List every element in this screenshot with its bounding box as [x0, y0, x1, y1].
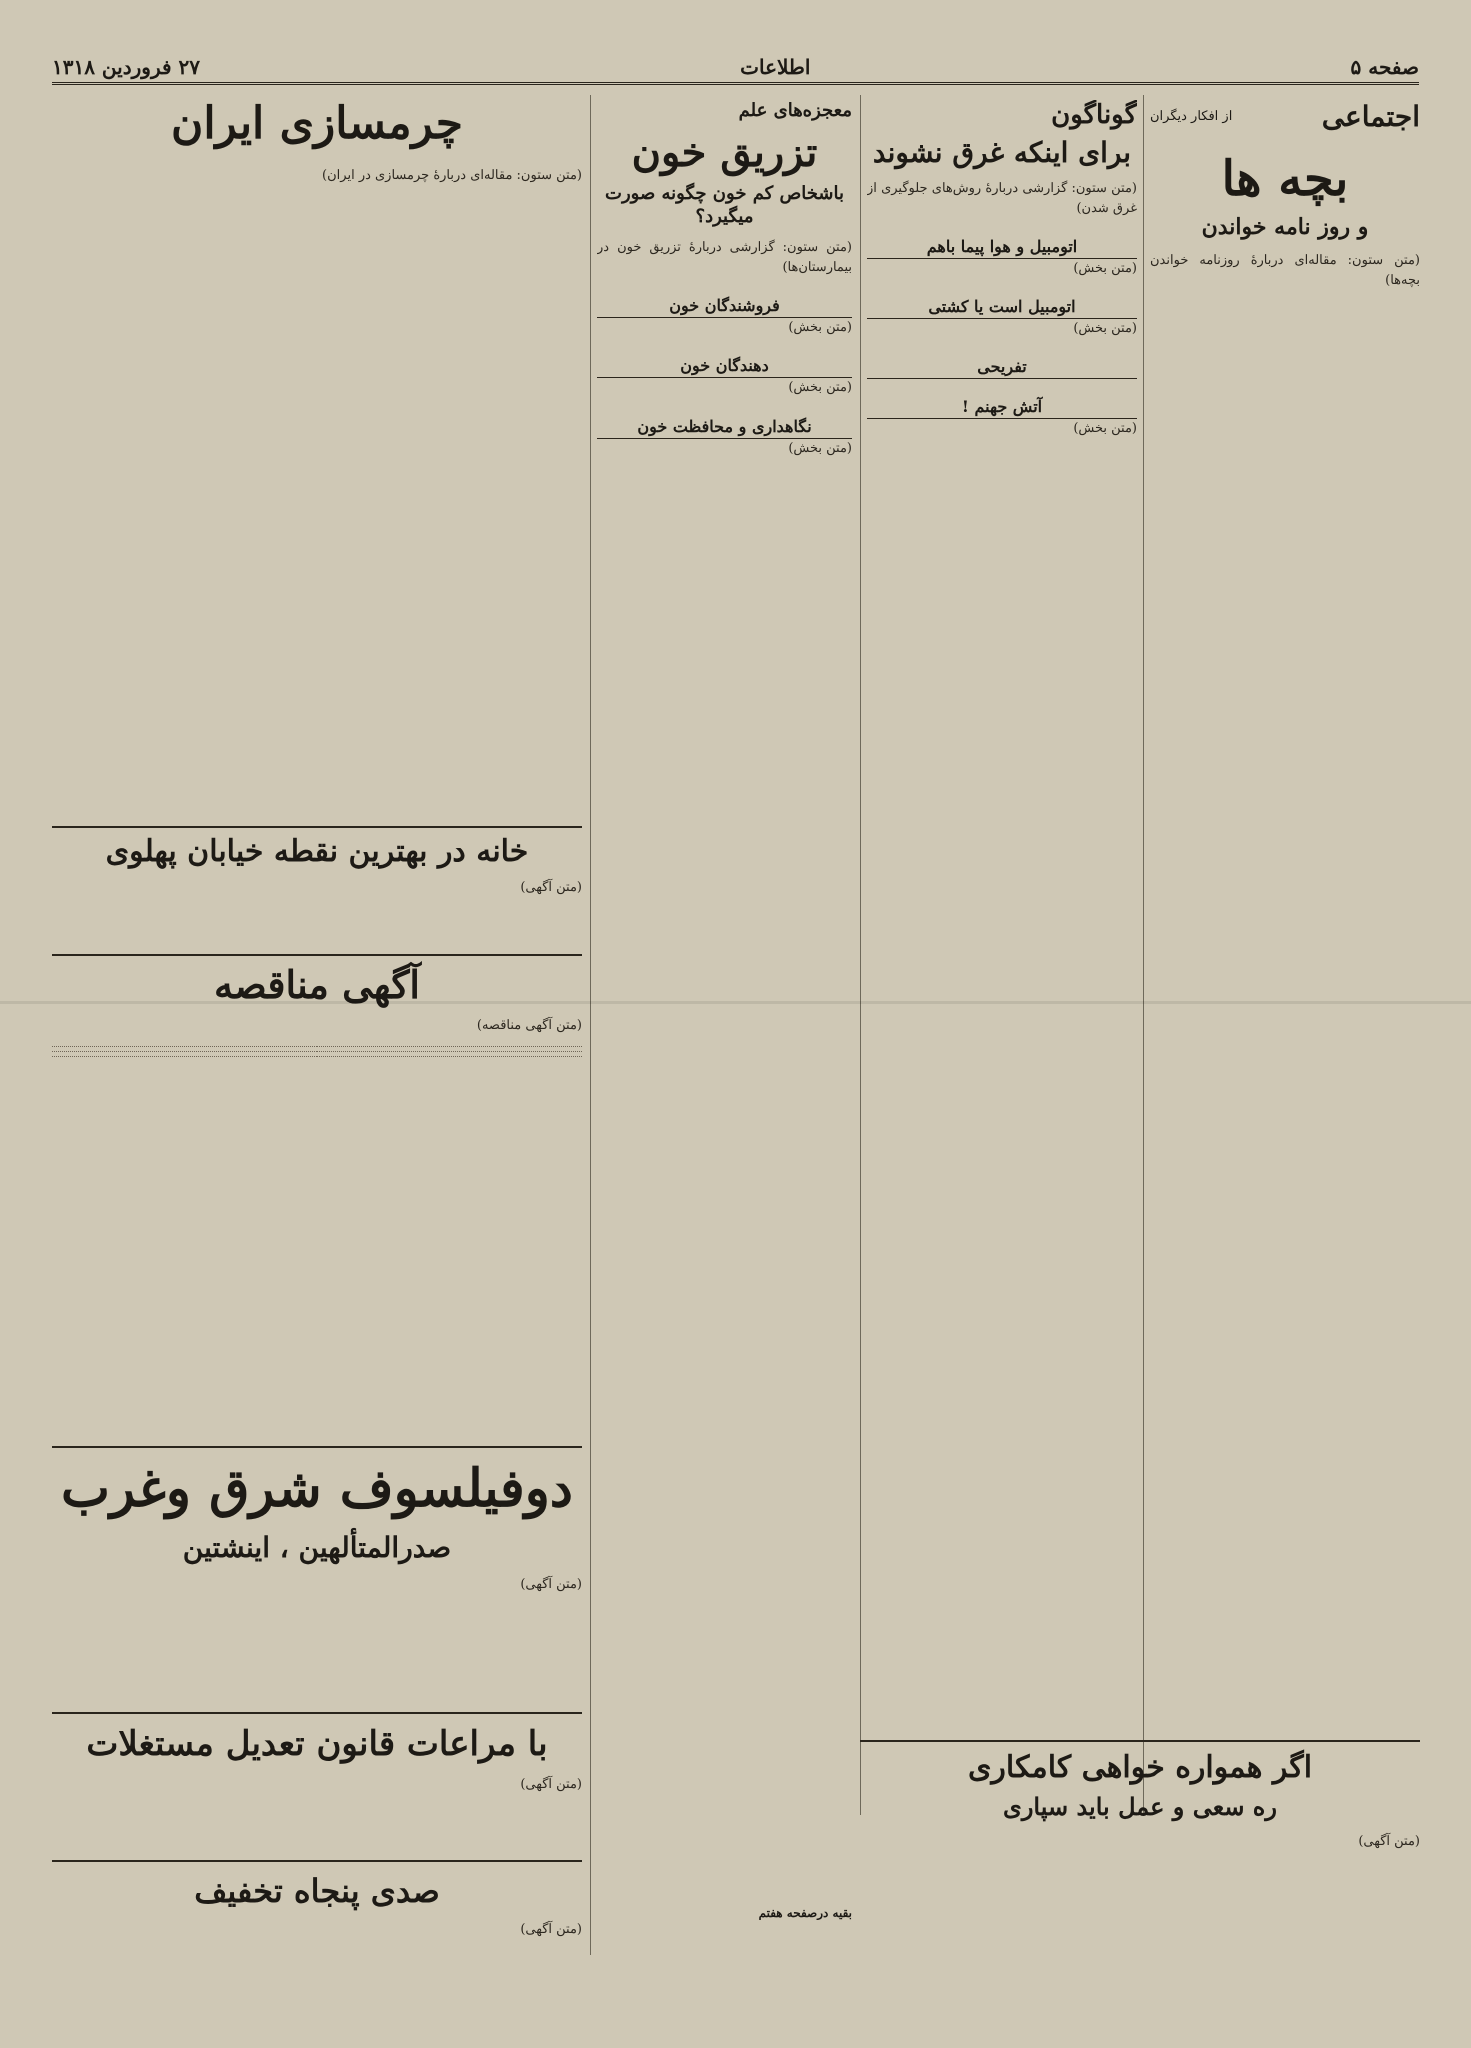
- column-blood-transfusion: [597, 100, 852, 1920]
- row-label: [317, 1051, 582, 1056]
- article-title: چرمسازی ایران: [171, 100, 463, 149]
- section-text: (متن بخش): [788, 380, 852, 396]
- ad-table: [52, 1042, 582, 1057]
- row-size: [52, 1051, 317, 1056]
- section-text: (متن بخش): [788, 440, 852, 456]
- section-label: اجتماعی: [1321, 100, 1420, 133]
- column-children-reading: [1150, 100, 1420, 1740]
- issue-date: ۲۷ فروردین ۱۳۱۸: [52, 55, 200, 79]
- continued-note: بقیه درصفحه هفتم: [758, 1906, 852, 1920]
- article-subtitle: و روز نامه خواندن: [1201, 213, 1369, 240]
- column-divider: [1143, 95, 1144, 1815]
- ad-title: آگهی مناقصه: [214, 962, 420, 1007]
- ad-discount: [52, 1860, 582, 2000]
- section-text: (متن بخش): [788, 320, 852, 336]
- section-sub: از افکار دیگران: [1150, 109, 1233, 124]
- ad-body: (متن آگهی): [520, 1577, 582, 1593]
- table-row: [52, 1051, 582, 1056]
- ad-title: دوفیلسوف شرق وغرب: [61, 1458, 573, 1519]
- ad-subtitle: صدرالمتألهین ، اینشتین: [182, 1531, 452, 1565]
- article-title: برای اینکه غرق نشوند: [872, 136, 1132, 169]
- article-body: (متن ستون: مقاله‌ای دربارهٔ روزنامه خواندن بچه‌ها): [1150, 253, 1420, 289]
- section-heading: تفریحی: [867, 357, 1137, 379]
- column-misc: [867, 100, 1137, 1740]
- ad-body: (متن آگهی مناقصه): [476, 1017, 582, 1033]
- ad-subtitle: ره سعی و عمل باید سپاری: [1003, 1792, 1277, 1821]
- ad-title: اگر همواره خواهی کامکاری: [967, 1750, 1313, 1785]
- section-heading: دهندگان خون: [597, 356, 852, 378]
- section-label: معجزه‌های علم: [738, 100, 852, 121]
- section-heading: اتومبیل است یا کشتی: [867, 297, 1137, 319]
- page-fold: [0, 1001, 1471, 1004]
- ad-body: (متن آگهی): [520, 1922, 582, 1938]
- article-body: (متن ستون: گزارشی دربارهٔ تزریق خون در بیمارستان‌ها): [597, 240, 852, 276]
- ad-success: [860, 1740, 1420, 2000]
- article-title: تزریق خون: [631, 129, 818, 176]
- ad-title: با مراعات قانون تعدیل مستغلات: [86, 1724, 548, 1764]
- ad-body: (متن آگهی): [520, 880, 582, 895]
- section-heading: اتومبیل و هوا پیما باهم: [867, 237, 1137, 259]
- ad-house-pahlavi: [52, 826, 582, 954]
- ad-title: صدی پنجاه تخفیف: [194, 1872, 440, 1910]
- column-divider: [860, 95, 861, 1815]
- section-heading: نگاهداری و محافظت خون: [597, 417, 852, 439]
- section-text: (متن بخش): [1073, 321, 1137, 337]
- page-number: صفحه ۵: [1350, 55, 1419, 79]
- ad-title: خانه در بهترین نقطه خیابان پهلوی: [105, 834, 529, 869]
- newspaper-name: اطلاعات: [740, 55, 811, 79]
- section-label: گوناگون: [1051, 100, 1137, 130]
- article-body: (متن ستون: گزارشی دربارهٔ روش‌های جلوگیری از غرق شدن): [867, 180, 1137, 216]
- article-title: بچه ها: [1221, 151, 1349, 207]
- column-leather: [52, 100, 582, 820]
- article-body: (متن ستون: مقاله‌ای دربارهٔ چرمسازی در ایران): [322, 168, 582, 184]
- article-subtitle: باشخاص کم خون چگونه صورت میگیرد؟: [605, 183, 844, 227]
- section-heading: آتش جهنم !: [867, 397, 1137, 419]
- section-text: (متن بخش): [1073, 261, 1137, 277]
- ad-tender-notice: [52, 954, 582, 1444]
- ad-body: (متن آگهی): [520, 1776, 582, 1792]
- section-text: (متن بخش): [1073, 421, 1137, 437]
- ad-body: (متن آگهی): [1358, 1834, 1420, 1849]
- section-heading: فروشندگان خون: [597, 296, 852, 318]
- column-divider: [590, 95, 591, 1955]
- ad-two-philosophers: [52, 1446, 582, 1712]
- ad-rent-law: [52, 1712, 582, 1860]
- masthead: [52, 52, 1419, 85]
